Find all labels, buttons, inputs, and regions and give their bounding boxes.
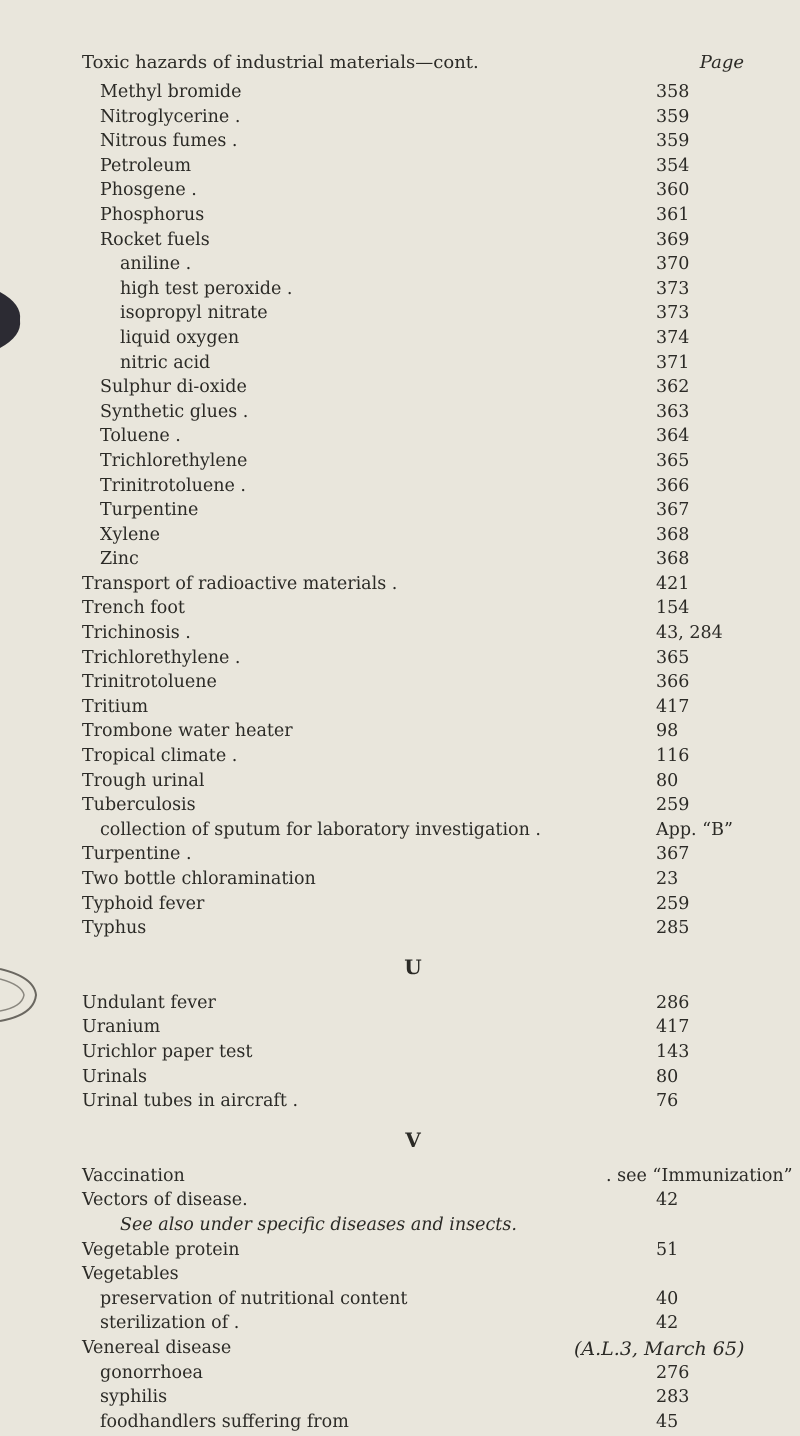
index-entry <box>82 402 744 427</box>
index-entry <box>82 476 744 501</box>
entry-page: 367 <box>656 844 690 865</box>
index-entry <box>82 451 744 476</box>
index-entry <box>82 180 744 205</box>
entry-page: 373 <box>656 278 690 299</box>
index-entry <box>82 230 744 255</box>
entry-label: aniline . <box>120 254 192 275</box>
index-entry <box>82 82 744 107</box>
entry-page: 370 <box>656 254 690 275</box>
index-header <box>82 52 744 80</box>
index-entry <box>82 697 744 722</box>
section-title: Toxic hazards of industrial materials—cont. <box>82 52 479 73</box>
entry-label: gonorrhoea <box>100 1362 203 1383</box>
entry-label: Uranium <box>82 1017 161 1038</box>
index-entry <box>82 1042 744 1067</box>
index-entry <box>82 795 744 820</box>
entry-page: App. “B” <box>656 819 733 840</box>
entry-page: 354 <box>656 155 690 176</box>
entry-label: Vaccination <box>82 1165 185 1186</box>
page-column-label: Page <box>699 52 744 73</box>
entry-label: Two bottle chloramination <box>82 869 316 889</box>
entry-page: 360 <box>656 180 690 201</box>
entry-page: 154 <box>656 598 690 619</box>
index-entry <box>82 303 744 328</box>
entry-page: 368 <box>656 524 690 545</box>
entry-page: 417 <box>656 1017 690 1038</box>
entry-page: 259 <box>656 893 690 914</box>
entry-page: 374 <box>656 327 690 348</box>
index-entry <box>82 1190 744 1215</box>
section-letter-label: V <box>405 1127 421 1152</box>
entry-label: Urinal tubes in aircraft . <box>82 1091 299 1112</box>
index-entry <box>82 1067 744 1092</box>
entry-page: 51 <box>656 1239 679 1260</box>
entry-label: Trinitrotoluene <box>82 672 217 693</box>
index-entry <box>82 1412 744 1436</box>
index-entry <box>82 549 744 574</box>
entry-page: 371 <box>656 352 690 373</box>
entry-page: 365 <box>656 647 690 668</box>
section-letter <box>82 1116 744 1166</box>
entry-page: 98 <box>656 721 679 742</box>
index-entry <box>82 844 744 869</box>
index-entry <box>82 721 744 746</box>
entry-label: Rocket fuels <box>100 229 210 250</box>
entry-label: Turpentine <box>100 500 199 521</box>
index-entry <box>82 648 744 673</box>
entry-page: 359 <box>656 131 690 152</box>
index-entry <box>82 1165 793 1191</box>
entry-label: liquid oxygen <box>120 327 240 348</box>
entry-page: 417 <box>656 696 690 717</box>
entry-page: 276 <box>656 1362 690 1383</box>
index-entry <box>82 328 744 353</box>
entry-page: 368 <box>656 549 690 570</box>
entry-page: 364 <box>656 426 690 447</box>
entry-label: Nitrous fumes . <box>100 131 238 152</box>
footer-amendment: (A.L.3, March 65) <box>574 1338 745 1360</box>
entry-label: Phosphorus <box>100 204 205 225</box>
entry-label: preservation of nutritional content <box>100 1288 408 1309</box>
section-letter-label: U <box>404 954 422 979</box>
index-entry <box>82 353 744 378</box>
entry-label: Vegetable protein <box>82 1239 240 1260</box>
index-entry <box>82 894 744 919</box>
index-entry <box>82 869 744 894</box>
index-entry <box>82 107 744 132</box>
entry-page: . see “Immunization” <box>606 1165 793 1186</box>
entry-page: 40 <box>656 1288 679 1309</box>
entry-label: collection of sputum for laboratory investigation . <box>100 819 541 840</box>
entry-page: 259 <box>656 795 690 816</box>
section-letter <box>82 943 744 993</box>
index-entry <box>82 993 744 1018</box>
entry-page: 23 <box>656 869 679 889</box>
entry-page: 365 <box>656 450 690 471</box>
entry-page: 285 <box>656 918 690 939</box>
entry-page: 286 <box>656 992 690 1013</box>
entry-label: Trough urinal <box>82 770 205 791</box>
index-entry <box>82 131 744 156</box>
index-entry <box>82 1240 744 1265</box>
entry-page: 42 <box>656 1313 679 1334</box>
index-entry <box>82 1313 744 1338</box>
entry-label: Turpentine . <box>82 844 192 865</box>
entry-label: Xylene <box>100 524 160 545</box>
entry-page: 76 <box>656 1091 679 1112</box>
entry-page: 143 <box>656 1041 690 1062</box>
entry-page: 283 <box>656 1387 690 1408</box>
index-entry <box>82 254 744 279</box>
index-entry <box>82 574 744 599</box>
entry-page: 373 <box>656 303 690 324</box>
entry-page: 362 <box>656 377 690 398</box>
index-entry <box>82 598 744 623</box>
entry-label: Vegetables <box>82 1264 179 1285</box>
index-entry <box>82 279 744 304</box>
index-entry <box>82 1264 744 1289</box>
entry-page: 363 <box>656 401 690 422</box>
index-entry <box>82 500 744 525</box>
binding-mark <box>0 290 24 350</box>
index-entry <box>82 672 744 697</box>
index-entry <box>82 1091 744 1116</box>
entry-label: isopropyl nitrate <box>120 303 268 324</box>
entry-label: Venereal disease <box>82 1337 232 1358</box>
entry-label: high test peroxide . <box>120 278 293 299</box>
binding-mark <box>0 965 40 1025</box>
index-entry <box>82 377 744 402</box>
entry-label: Zinc <box>100 549 139 570</box>
entry-label: Urinals <box>82 1066 147 1087</box>
index-entry <box>82 426 744 451</box>
entry-page: 42 <box>656 1190 679 1211</box>
index-entry <box>82 746 744 771</box>
entry-label: Undulant fever <box>82 992 216 1013</box>
index-entry <box>82 1017 744 1042</box>
entry-page: 80 <box>656 1066 679 1087</box>
entry-label: Trinitrotoluene . <box>100 475 246 496</box>
entry-page: 359 <box>656 106 690 127</box>
entry-label: nitric acid <box>120 352 211 373</box>
index-entry <box>82 918 744 943</box>
entry-label: Trench foot <box>82 598 185 619</box>
entry-label: Typhoid fever <box>82 893 205 914</box>
entry-label: Trichinosis . <box>82 623 191 644</box>
entry-page: 361 <box>656 204 690 225</box>
entry-label: Tritium <box>82 696 149 717</box>
entry-label: Petroleum <box>100 155 192 176</box>
entry-label: Tuberculosis <box>82 795 196 816</box>
entry-label: Trichlorethylene . <box>82 647 241 668</box>
entry-label: Sulphur di-oxide <box>100 377 247 398</box>
entry-page: 421 <box>656 573 690 594</box>
entry-page: 45 <box>656 1411 679 1432</box>
entry-label: Synthetic glues . <box>100 401 249 422</box>
entry-label: Toluene . <box>100 426 181 447</box>
index-entry <box>82 525 744 550</box>
entry-label: foodhandlers suffering from <box>100 1411 349 1432</box>
index-entry <box>82 820 744 845</box>
index-entry <box>82 1289 744 1314</box>
index-entry <box>82 1215 744 1240</box>
entry-label: syphilis <box>100 1387 168 1408</box>
entry-label: Trichlorethylene <box>100 450 248 471</box>
entry-page: 369 <box>656 229 690 250</box>
entry-page: 367 <box>656 500 690 521</box>
entry-page: 43, 284 <box>656 623 723 644</box>
entry-label: Tropical climate . <box>82 746 238 767</box>
entry-label: Phosgene . <box>100 180 197 201</box>
entry-page: 116 <box>656 746 690 767</box>
entry-label: Urichlor paper test <box>82 1041 253 1062</box>
entry-label: Transport of radioactive materials . <box>82 573 398 594</box>
entry-page: 366 <box>656 475 690 496</box>
index-entry <box>82 156 744 181</box>
entry-label: Methyl bromide <box>100 82 242 102</box>
entry-page: 366 <box>656 672 690 693</box>
entry-label: Vectors of disease. <box>82 1190 248 1211</box>
entry-label: Typhus <box>82 918 147 939</box>
entry-page: 80 <box>656 770 679 791</box>
entry-label: See also under specific diseases and insects. <box>120 1214 517 1235</box>
index-entry <box>82 205 744 230</box>
entry-label: Nitroglycerine . <box>100 106 241 127</box>
index-entry <box>82 1363 744 1388</box>
index-entry <box>82 623 744 648</box>
entry-label: sterilization of . <box>100 1313 240 1334</box>
index-entry <box>82 771 744 796</box>
entry-label: Trombone water heater <box>82 721 293 742</box>
index-entry <box>82 1387 744 1412</box>
index-list <box>82 82 793 1436</box>
entry-page: 358 <box>656 82 690 102</box>
